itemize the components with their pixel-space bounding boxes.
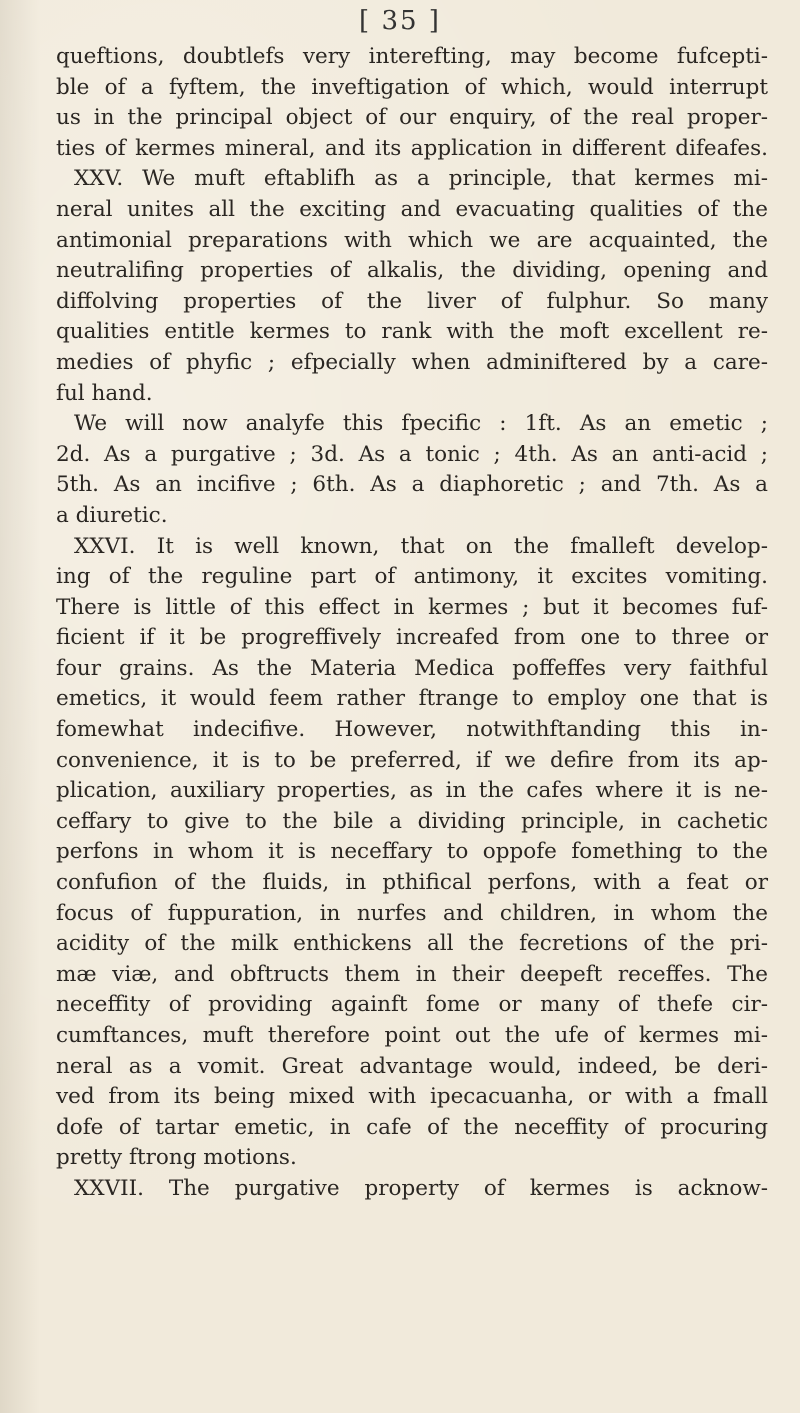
text-line: dofe of tartar emetic, in cafe of the neceffity of procuring xyxy=(56,1114,768,1140)
text-line: plication, auxiliary properties, as in the cafes where it is ne- xyxy=(56,778,768,804)
text-line: perfons in whom it is neceffary to oppofe fomething to the xyxy=(56,839,768,865)
text-line: ing of the reguline part of antimony, it excites vomiting. xyxy=(56,564,768,590)
text-line: a diuretic. xyxy=(56,502,168,528)
text-line: fomewhat indecifive. However, notwithftanding this in- xyxy=(56,717,768,743)
text-line: ficient if it be progreffively increafed from one to three or xyxy=(56,625,768,651)
text-line: us in the principal object of our enquiry, of the real proper- xyxy=(56,105,768,131)
text-line: qualities entitle kermes to rank with the moft excellent re- xyxy=(56,319,768,345)
text-line: ved from its being mixed with ipecacuanha, or with a fmall xyxy=(56,1084,768,1110)
text-line: mæ viæ, and obftructs them in their deepeft receffes. The xyxy=(56,961,768,987)
text-line: neutralifing properties of alkalis, the dividing, opening and xyxy=(56,258,768,284)
text-line: pretty ftrong motions. xyxy=(56,1145,297,1171)
text-line: confufion of the fluids, in pthifical perfons, with a feat or xyxy=(56,870,768,896)
section-heading-line: XXVII. The purgative property of kermes is acknow- xyxy=(74,1175,768,1201)
text-line: emetics, it would feem rather ftrange to employ one that is xyxy=(56,686,768,712)
text-line: cumftances, muft therefore point out the ufe of kermes mi- xyxy=(56,1023,768,1048)
text-line: 2d. As a purgative ; 3d. As a tonic ; 4th. As an anti-acid ; xyxy=(56,441,768,467)
text-line: There is little of this effect in kermes ; but it becomes fuf- xyxy=(56,594,768,620)
text-line: neral unites all the exciting and evacuating qualities of the xyxy=(56,196,768,222)
text-line: acidity of the milk enthickens all the fecretions of the pri- xyxy=(56,931,768,957)
text-line: diffolving properties of the liver of fulphur. So many xyxy=(56,288,768,314)
text-line: medies of phyfic ; efpecially when adminiftered by a care- xyxy=(56,349,768,375)
text-line: four grains. As the Materia Medica poffeffes very faithful xyxy=(56,655,768,681)
text-line: ful hand. xyxy=(56,380,153,406)
text-line: antimonial preparations with which we are acquainted, the xyxy=(56,227,768,253)
section-heading-line: XXVI. It is well known, that on the fmalleft develop- xyxy=(74,533,768,559)
text-line: ble of a fyftem, the inveftigation of which, would interrupt xyxy=(56,74,768,100)
body-text xyxy=(56,42,768,1205)
text-line: ties of kermes mineral, and its application in different difeafes. xyxy=(56,135,768,161)
text-line: convenience, it is to be preferred, if we defire from its ap- xyxy=(56,747,768,773)
text-line: 5th. As an incifive ; 6th. As a diaphoretic ; and 7th. As a xyxy=(56,472,768,498)
page-number: [ 35 ] xyxy=(359,6,441,36)
text-line: neral as a vomit. Great advantage would, indeed, be deri- xyxy=(56,1053,768,1079)
text-line: queftions, doubtlefs very interefting, may become fufcepti- xyxy=(56,44,768,69)
text-line: ceffary to give to the bile a dividing principle, in cachetic xyxy=(56,808,768,834)
text-line: neceffity of providing againft fome or many of thefe cir- xyxy=(56,992,768,1018)
text-line: We will now analyfe this fpecific : 1ft. As an emetic ; xyxy=(74,411,768,437)
text-line: focus of fuppuration, in nurfes and children, in whom the xyxy=(56,900,768,926)
section-heading-line: XXV. We muft eftablifh as a principle, that kermes mi- xyxy=(74,166,768,192)
